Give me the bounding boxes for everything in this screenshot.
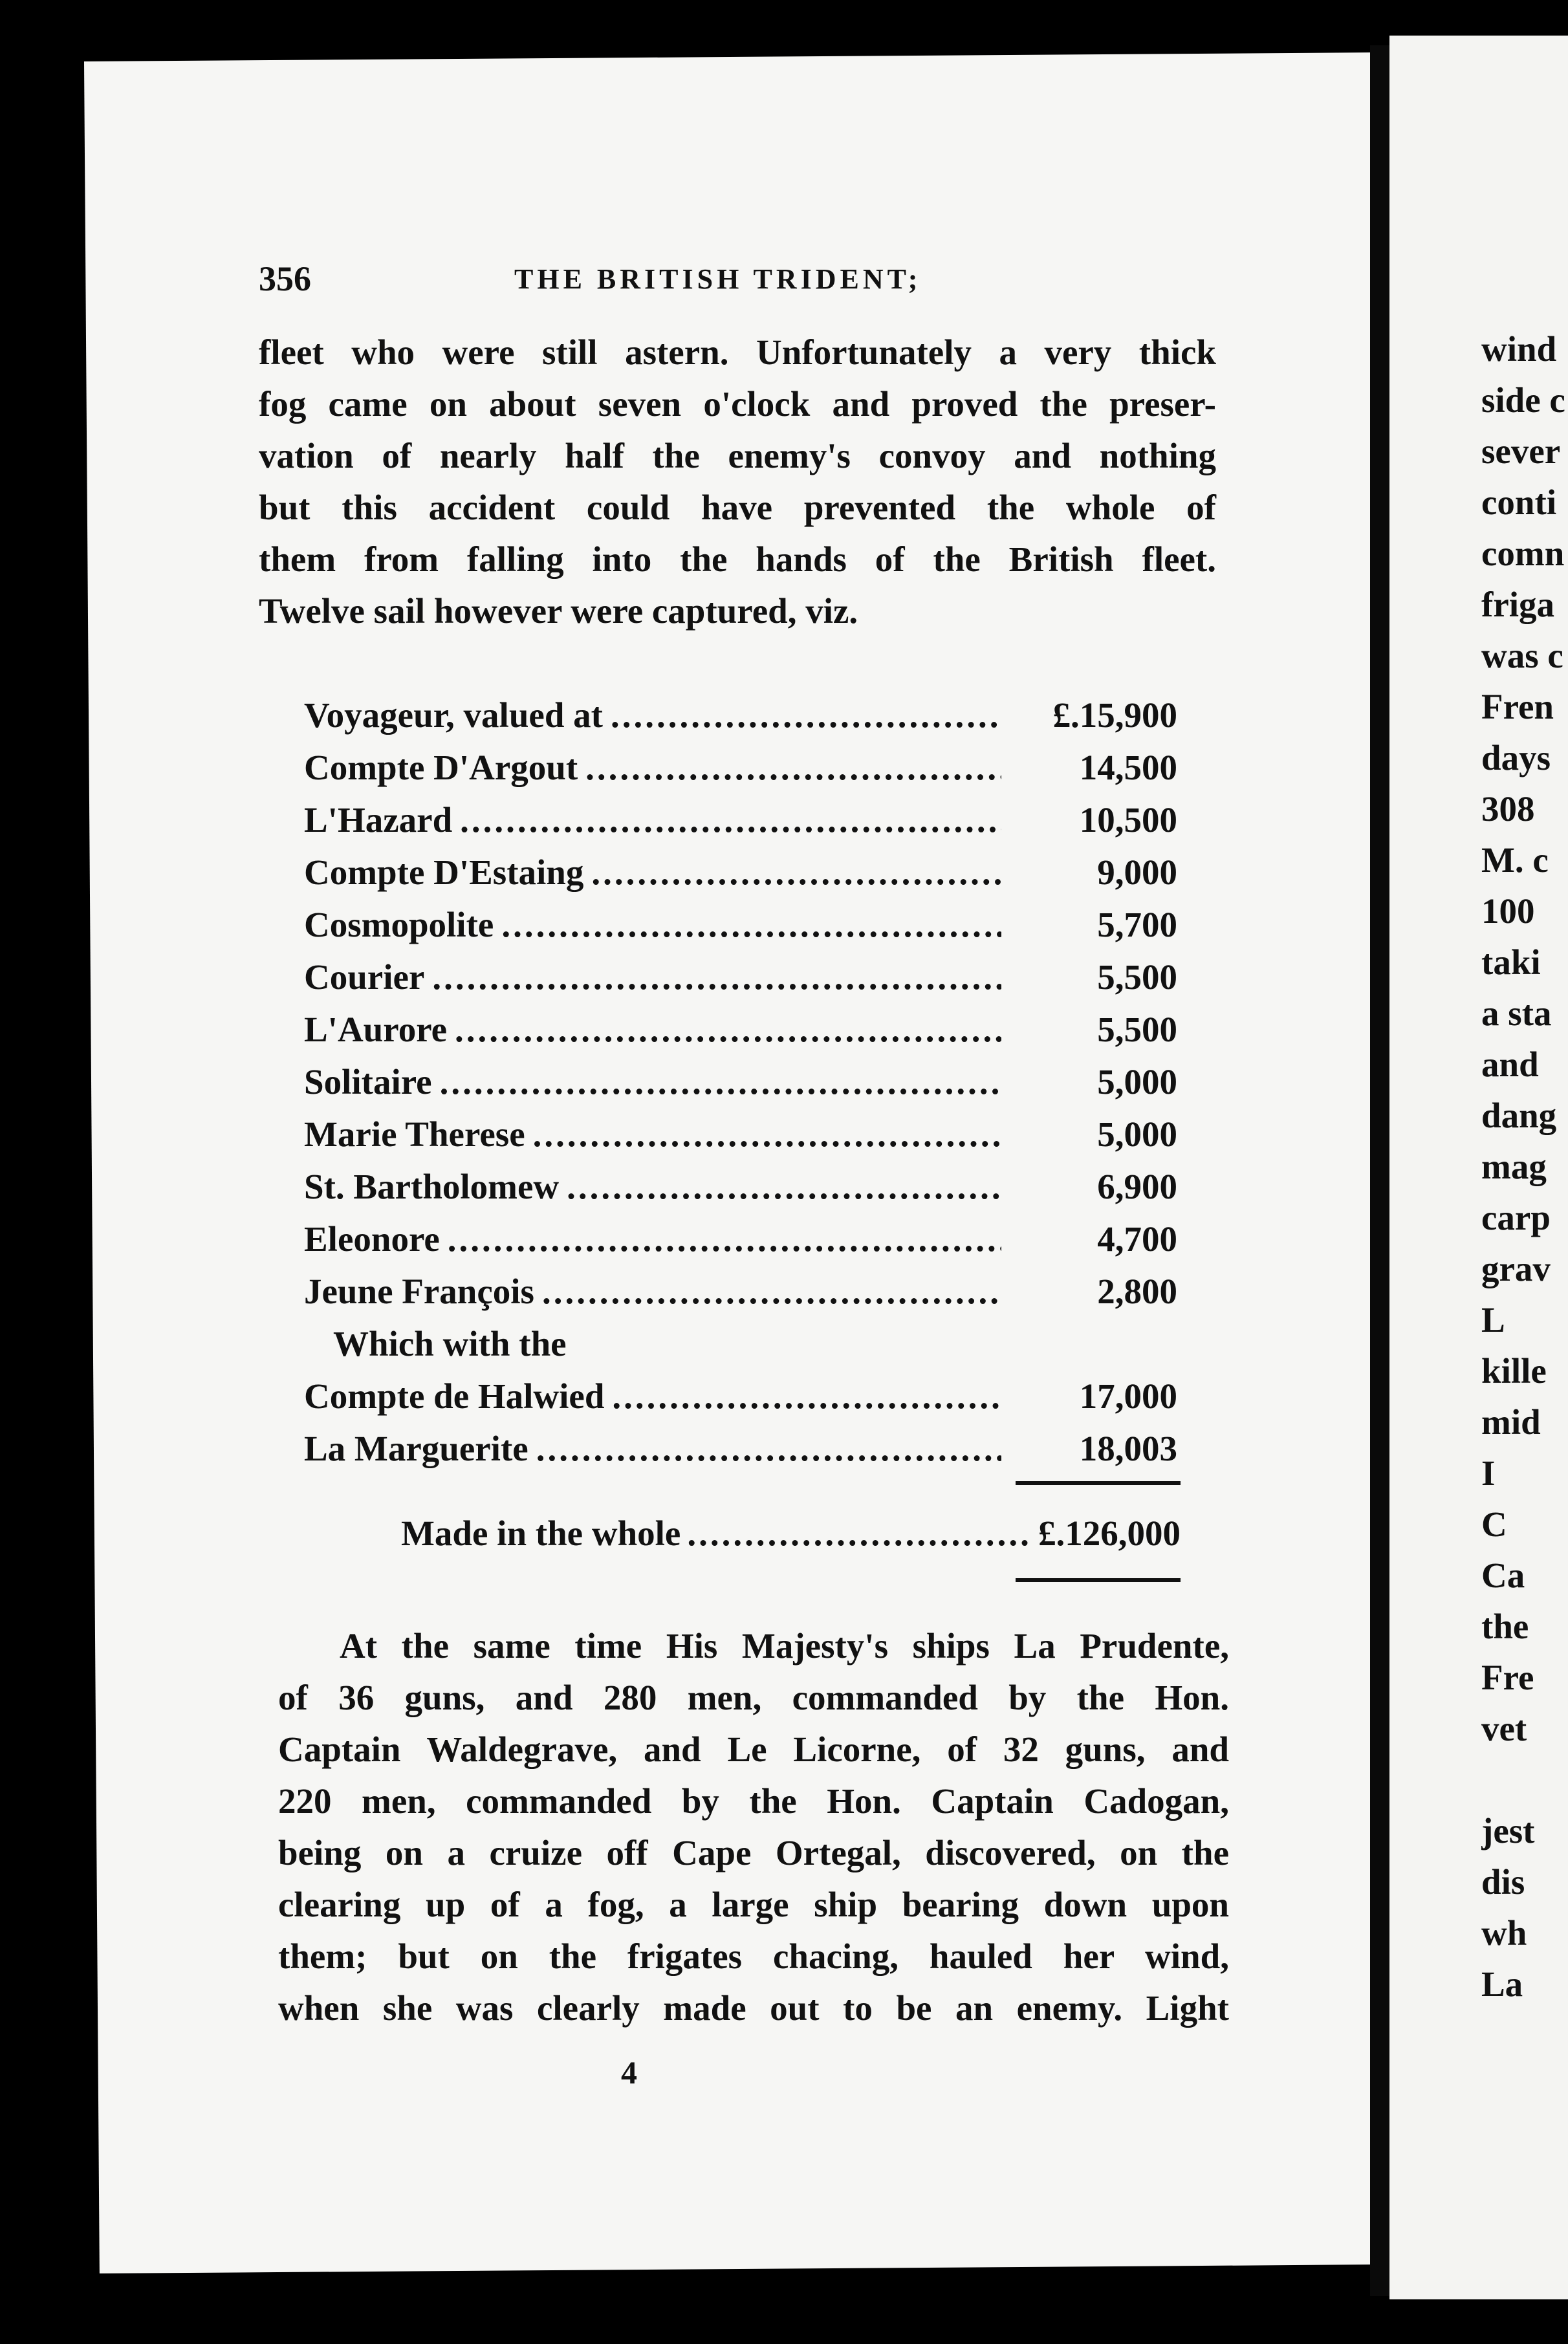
paragraph-1: [259, 327, 1216, 637]
list-item: [304, 689, 1177, 741]
dot-leader: [501, 898, 1001, 951]
paragraph-1-line: them from falling into the hands of the British fleet.: [259, 539, 1216, 579]
ship-value: 17,000: [1079, 1376, 1177, 1416]
ship-name: St. Bartholomew: [304, 1167, 560, 1206]
dot-leader: [687, 1507, 1032, 1559]
dot-leader: [536, 1422, 1001, 1475]
facing-page-line: sever: [1481, 431, 1561, 471]
total-value: £.126,000: [1038, 1514, 1181, 1553]
paragraph-2-line: of 36 guns, and 280 men, commanded by the Hon.: [278, 1678, 1229, 1717]
ship-value: 5,500: [1097, 957, 1177, 997]
ship-name: Solitaire: [304, 1062, 432, 1101]
facing-page-line: Fren: [1481, 687, 1554, 726]
facing-page-line: C: [1481, 1504, 1507, 1544]
ship-name: Compte de Halwied: [304, 1376, 605, 1416]
dot-leader: [567, 1160, 1001, 1213]
paragraph-1-line: Twelve sail however were captured, viz.: [259, 591, 858, 631]
paragraph-2-line: being on a cruize off Cape Ortegal, discovered, on the: [278, 1833, 1229, 1872]
list-item: [304, 1108, 1177, 1160]
facing-page-line: mid: [1481, 1402, 1541, 1442]
paragraph-1-line: vation of nearly half the enemy's convoy and nothing: [259, 436, 1216, 475]
facing-page-line: vet: [1481, 1709, 1527, 1748]
facing-page-line: friga: [1481, 585, 1555, 624]
facing-page-text: [1481, 323, 1568, 2010]
list-item: [304, 951, 1177, 1003]
facing-page-line: M. c: [1481, 840, 1549, 880]
paragraph-2-line: At the same time His Majesty's ships La Prudente,: [340, 1626, 1229, 1666]
list-item: [304, 898, 1177, 951]
dot-leader: [460, 794, 1001, 846]
facing-page-line: Ca: [1481, 1556, 1525, 1595]
ship-name: Courier: [304, 957, 425, 997]
facing-page-line: was c: [1481, 636, 1563, 675]
facing-page-line: dang: [1481, 1096, 1557, 1135]
ship-value: 5,700: [1097, 905, 1177, 944]
running-title: THE BRITISH TRIDENT;: [514, 263, 922, 295]
dot-leader: [533, 1108, 1001, 1160]
list-item: [304, 1422, 1177, 1475]
facing-page-line: days: [1481, 738, 1551, 777]
ship-name: Eleonore: [304, 1219, 440, 1259]
which-with-the-label: Which with the: [333, 1324, 567, 1363]
facing-page-line: conti: [1481, 483, 1557, 522]
ship-name: Jeune François: [304, 1272, 534, 1311]
paragraph-2-line: when she was clearly made out to be an enemy. Light: [278, 1988, 1229, 2028]
list-item: [304, 1160, 1177, 1213]
ship-value: 10,500: [1079, 800, 1177, 840]
page-gutter: [1370, 45, 1389, 2296]
dot-leader: [585, 741, 1001, 794]
facing-page-line: carp: [1481, 1198, 1551, 1237]
ship-value: 6,900: [1097, 1167, 1177, 1206]
facing-page-line: side c: [1481, 380, 1565, 420]
facing-page-line: wh: [1481, 1913, 1527, 1953]
facing-page-line: 308: [1481, 789, 1535, 829]
list-subheading: [304, 1318, 1177, 1370]
paragraph-2-line: them; but on the frigates chacing, hauled her wind,: [278, 1937, 1229, 1976]
paragraph-1-line: fleet who were still astern. Unfortunately a very thick: [259, 332, 1216, 372]
ship-value: 5,000: [1097, 1114, 1177, 1154]
ship-value: 5,500: [1097, 1010, 1177, 1049]
ship-name: La Marguerite: [304, 1429, 528, 1468]
ship-name: Compte D'Argout: [304, 748, 578, 787]
paragraph-2-line: Captain Waldegrave, and Le Licorne, of 32 guns, and: [278, 1730, 1229, 1769]
facing-page-line: 100: [1481, 891, 1535, 931]
facing-page-line: grav: [1481, 1249, 1551, 1288]
dot-leader: [591, 846, 1001, 898]
facing-page-line: jest: [1481, 1811, 1535, 1850]
facing-page-line: dis: [1481, 1862, 1525, 1902]
dot-leader: [455, 1003, 1001, 1056]
paragraph-1-line: but this accident could have prevented the whole of: [259, 488, 1216, 527]
captured-ships-list: [304, 689, 1177, 1475]
facing-page-line: comn: [1481, 534, 1565, 573]
dot-leader: [440, 1056, 1001, 1108]
ship-value: 14,500: [1079, 748, 1177, 787]
facing-page-line: I: [1481, 1453, 1496, 1493]
ship-value: £.15,900: [1052, 695, 1177, 735]
ship-value: 4,700: [1097, 1219, 1177, 1259]
ship-value: 9,000: [1097, 852, 1177, 892]
list-item: [304, 1213, 1177, 1265]
list-item: [304, 846, 1177, 898]
facing-page-line: Fre: [1481, 1658, 1534, 1697]
signature-mark: 4: [621, 2054, 637, 2090]
ship-name: Cosmopolite: [304, 905, 494, 944]
list-item: [304, 1265, 1177, 1318]
ship-name: L'Aurore: [304, 1010, 448, 1049]
paragraph-2: [278, 1620, 1229, 2034]
ship-name: L'Hazard: [304, 800, 453, 840]
facing-page-line: La: [1481, 1964, 1523, 2004]
ship-name: Compte D'Estaing: [304, 852, 584, 892]
ship-value: 18,003: [1079, 1429, 1177, 1468]
dot-leader: [611, 689, 1001, 741]
ship-value: 5,000: [1097, 1062, 1177, 1101]
dot-leader: [612, 1370, 1001, 1422]
paragraph-1-line: fog came on about seven o'clock and proved the preser-: [259, 384, 1216, 424]
list-item: [304, 794, 1177, 846]
ship-value: 2,800: [1097, 1272, 1177, 1311]
dot-leader: [432, 951, 1001, 1003]
facing-page-line: [1481, 1754, 1568, 1805]
paragraph-2-line: 220 men, commanded by the Hon. Captain Cadogan,: [278, 1781, 1229, 1821]
facing-page-line: mag: [1481, 1147, 1547, 1186]
facing-page-line: a sta: [1481, 993, 1552, 1033]
dot-leader: [448, 1213, 1001, 1265]
list-item: [304, 1370, 1177, 1422]
facing-page-line: kille: [1481, 1351, 1547, 1391]
running-head: [259, 259, 1190, 298]
total-rule-top: [1016, 1481, 1181, 1485]
facing-page-line: the: [1481, 1607, 1529, 1646]
total-rule-bottom: [1016, 1578, 1181, 1582]
list-item: [304, 741, 1177, 794]
total-row: [401, 1507, 1181, 1559]
list-item: [304, 1003, 1177, 1056]
facing-page-line: wind: [1481, 329, 1557, 369]
paragraph-2-line: clearing up of a fog, a large ship bearing down upon: [278, 1885, 1229, 1924]
ship-name: Marie Therese: [304, 1114, 525, 1154]
page-number: 356: [259, 259, 311, 298]
facing-page-line: taki: [1481, 942, 1541, 982]
facing-page-line: and: [1481, 1045, 1539, 1084]
list-item: [304, 1056, 1177, 1108]
ship-name: Voyageur, valued at: [304, 695, 603, 735]
facing-page-line: L: [1481, 1300, 1505, 1340]
dot-leader: [542, 1265, 1001, 1318]
total-label: Made in the whole: [401, 1514, 681, 1553]
